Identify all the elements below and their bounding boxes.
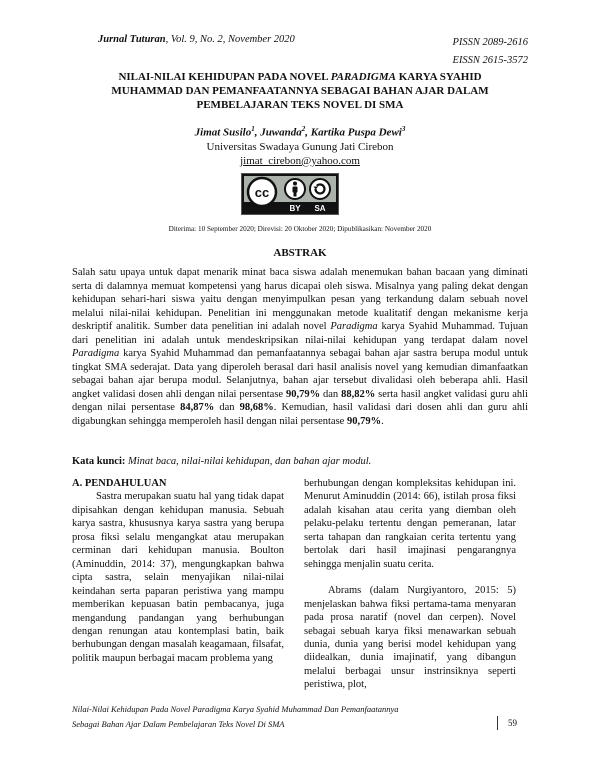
share-alike-icon xyxy=(310,179,330,199)
body-column-right xyxy=(304,477,516,692)
footer-divider xyxy=(497,716,498,730)
eissn: EISSN 2615-3572 xyxy=(452,55,528,66)
abstract-text: Salah satu upaya untuk dapat menarik minat baca siswa adalah menemukan bahan bacaan yang diminati serta di dalamnya memuat kompetensi yang harus dicapai oleh siswa. Misalnya yang paling dekat dengan kehidupan sehari-hari siswa yaitu dengan menyimpulkan pesan yang terkandung dalam sebuah novel melalui nilai-nilai kehidupan. Penelitian ini menggunakan metode kualitatif dengan mekanisme kerja deskriptif analitik. Sumber data penelitian ini adalah novel Paradigma karya Syahid Muhammad. Tujuan dari penelitian ini adalah untuk mendeskripsikan nilai-nilai kehidupan yang terdapat dalam novel Paradigma karya Syahid Muhammad dan pemanfaatannya sebagai bahan ajar sastra berupa modul untuk tingkat SMA sederajat. Data yang diperoleh berasal dari hasil analisis novel yang kemudian dimanfaatkan sebagai bahan ajar berupa modul. Selanjutnya, bahan ajar tersebut divalidasi oleh beberapa ahli. Hasil angket validasi dosen ahli dengan nilai persentase 90,79% dan 88,82% serta hasil angket validasi guru ahli dengan nilai persentase 84,87% dan 98,68%. Kemudian, hasil validasi dari dosen ahli dan guru ahli digabungkan sehingga memperoleh hasil dengan nilai persentase 90,79%. xyxy=(72,267,528,428)
abstract-heading: ABSTRAK xyxy=(273,247,327,259)
paragraph: berhubungan dengan kompleksitas kehidupan ini. Menurut Aminuddin (2014: 66), istilah prosa fiksi adalah kisahan atau cerita yang diemban oleh pelaku-pelaku tertentu dengan pemeranan, latar serta tahapan dan rangkaian cerita tertentu yang bertolak dari hasil imajinasi pengarangnya sehingga menjalin suatu cerita. xyxy=(304,478,516,570)
cc-by-sa-license-badge[interactable] xyxy=(241,173,339,215)
svg-text:BY: BY xyxy=(289,204,301,213)
running-footer: Nilai-Nilai Kehidupan Pada Novel Paradigma Karya Syahid Muhammad Dan Pemanfaatannya Sebagai Bahan Ajar Dalam Pembelajaran Teks Novel Di SMA xyxy=(72,704,399,729)
paragraph: Sastra merupakan suatu hal yang tidak dapat dipisahkan dengan kehidupan manusia. Sebuah karya sastra, khususnya karya sastra yang berupa prosa fiksi selalu mengangkat atau merupakan cerminan dari kehidupan manusia. Boulton (Aminuddin, 2014: 37), mengungkapkan bahwa cipta sastra, selain menyajikan nilai-nilai keindahan serta paparan peristiwa yang mampu memberikan kepuasan batin pembacanya, juga mengandung pandangan yang berhubungan dengan renungan atau kontemplasi batin, baik berhubungan dengan masalah keagamaan, filsafat, politik maupun berbagai macam problema yang xyxy=(72,491,284,664)
cc-license-icon xyxy=(242,174,338,214)
body-column-left xyxy=(72,477,284,665)
author-names: Jimat Susilo$^1$, Juwanda$^2$, Kartika Puspa Dewi$^3$ xyxy=(194,125,406,139)
issn-block xyxy=(452,34,528,70)
author-email-link[interactable]: jimat_cirebon@yahoo.com xyxy=(240,154,360,167)
pissn: PISSN 2089-2616 xyxy=(452,37,528,48)
paragraph: Abrams (dalam Nurgiyantoro, 2015: 5) menjelaskan bahwa fiksi pertama-tama menyaran pada prosa naratif (novel dan cerpen). Novel sebagai sebuah karya fiksi menawarkan sebuah dunia, dunia yang berisi model kehidupan yang diidealkan, dunia imajinatif, yang dibangun melalui berbagai unsur instrinsiknya seperti peristiwa, plot, xyxy=(304,585,516,691)
submission-dates: Diterima: 10 September 2020; Direvisi: 20 Oktober 2020; Dipublikasikan: November 2020 xyxy=(168,225,432,233)
svg-text:cc: cc xyxy=(254,185,270,200)
journal-issue: , Vol. 9, No. 2, November 2020 xyxy=(165,34,295,45)
section-heading: A. PENDAHULUAN xyxy=(72,478,167,489)
keywords-text: Minat baca, nilai-nilai kehidupan, dan bahan ajar modul. xyxy=(125,456,372,467)
title-novel-name: PARADIGMA xyxy=(330,71,396,83)
paper-title: NILAI-NILAI KEHIDUPAN PADA NOVEL PARADIGMA KARYA SYAHID MUHAMMAD DAN PEMANFAATANNYA SEBAGAI BAHAN AJAR DALAM PEMBELAJARAN TEKS NOVEL DI SMA xyxy=(111,71,489,111)
page-number: 59 xyxy=(508,718,517,728)
keywords-label: Kata kunci: xyxy=(72,456,126,467)
keywords xyxy=(72,456,528,467)
journal-header xyxy=(98,34,295,45)
authors-block xyxy=(72,122,528,168)
journal-name: Jurnal Tuturan xyxy=(98,34,166,45)
svg-text:SA: SA xyxy=(314,204,326,213)
affiliation: Universitas Swadaya Gunung Jati Cirebon xyxy=(206,140,394,153)
